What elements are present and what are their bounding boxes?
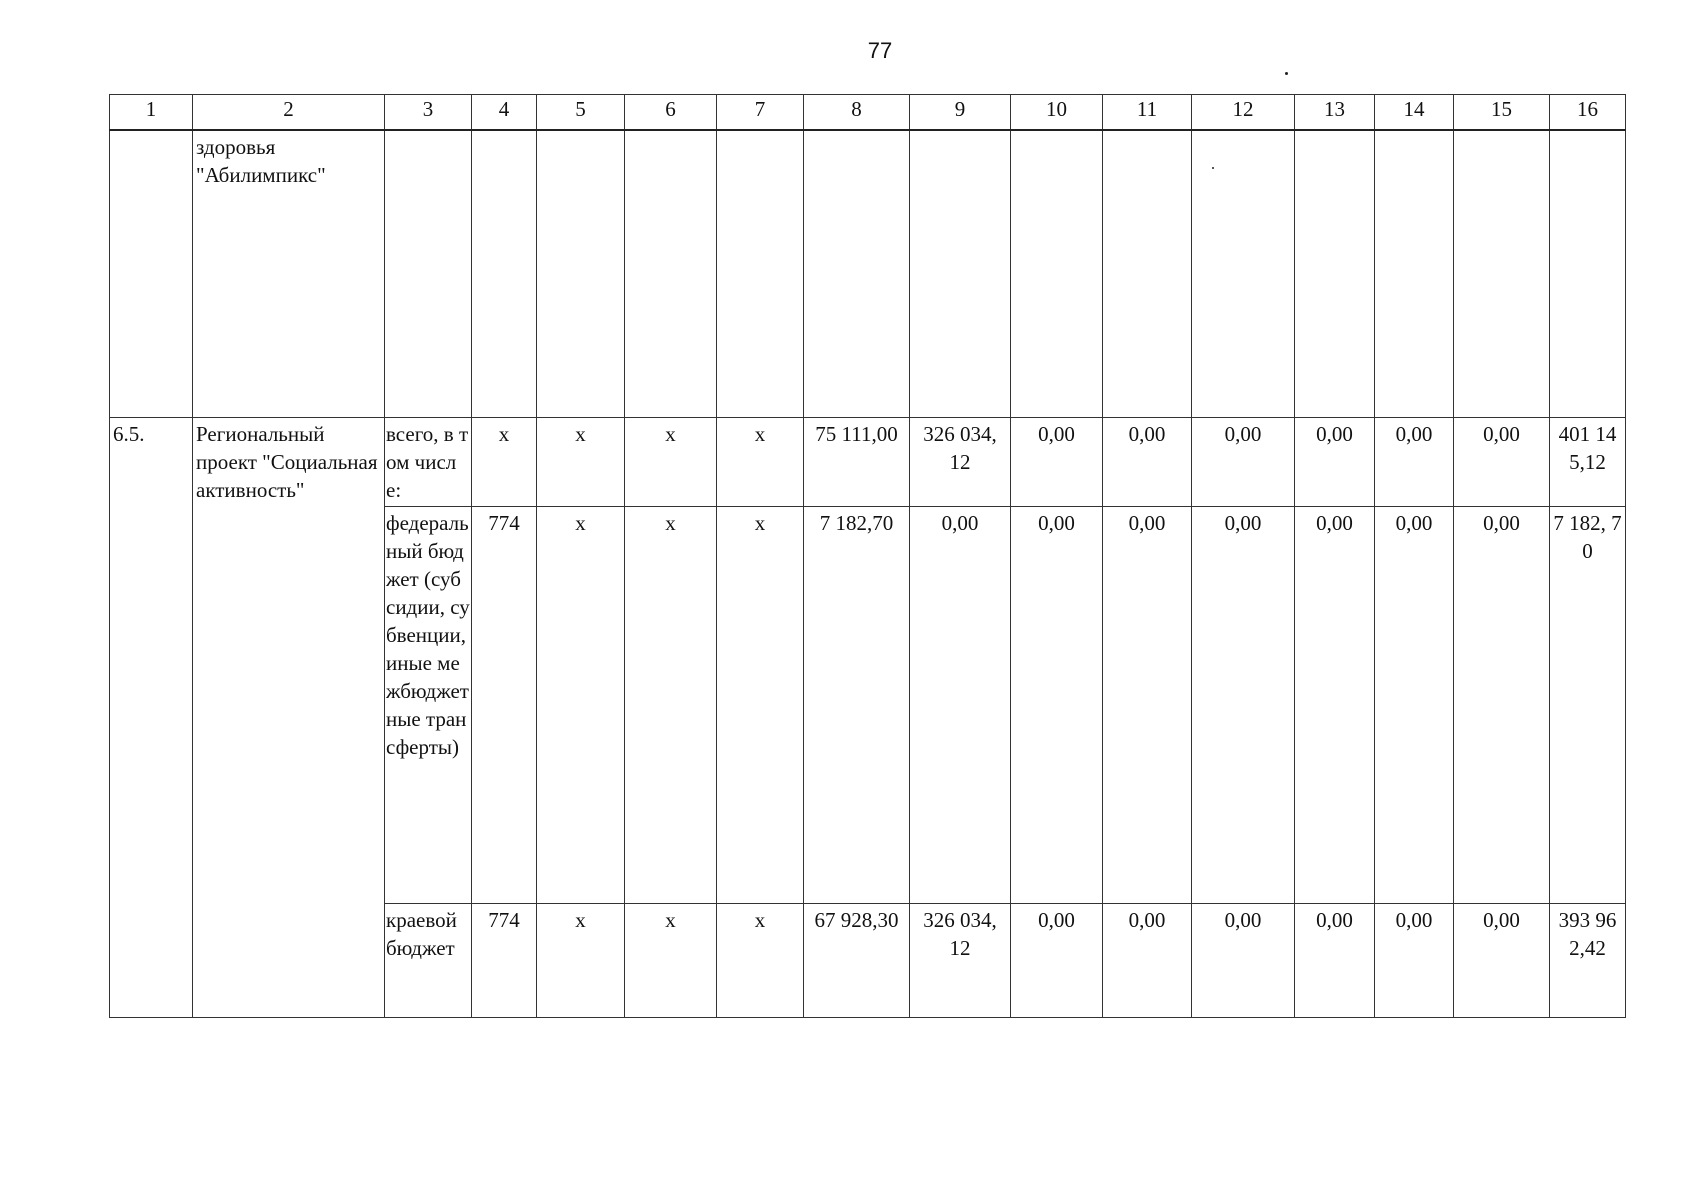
table-cell bbox=[1295, 130, 1375, 417]
table-cell: 0,00 bbox=[1454, 417, 1550, 506]
table-cell: х bbox=[472, 417, 537, 506]
table-cell: 0,00 bbox=[1011, 417, 1103, 506]
table-cell bbox=[537, 130, 625, 417]
table-cell: 0,00 bbox=[1454, 506, 1550, 903]
table-cell: 0,00 bbox=[910, 506, 1011, 903]
table-cell bbox=[717, 130, 804, 417]
table-cell bbox=[1011, 130, 1103, 417]
table-cell: 0,00 bbox=[1295, 417, 1375, 506]
table-cell: х bbox=[625, 417, 717, 506]
table-cell: 0,00 bbox=[1011, 903, 1103, 1017]
table-cell: 0,00 bbox=[1192, 903, 1295, 1017]
header-cell: 15 bbox=[1454, 95, 1550, 131]
table-cell: 774 bbox=[472, 903, 537, 1017]
table-cell bbox=[1454, 130, 1550, 417]
table-cell: х bbox=[537, 506, 625, 903]
header-row bbox=[110, 95, 1626, 131]
item-number: 6.5. bbox=[110, 417, 193, 1017]
table-cell bbox=[385, 130, 472, 417]
table-cell bbox=[472, 130, 537, 417]
header-cell: 14 bbox=[1375, 95, 1454, 131]
table-cell bbox=[1550, 130, 1626, 417]
header-cell: 12 bbox=[1192, 95, 1295, 131]
funding-source: краевой бюджет bbox=[385, 903, 472, 1017]
table-row-total bbox=[110, 417, 1626, 506]
table-cell: х bbox=[717, 417, 804, 506]
table-cell bbox=[1375, 130, 1454, 417]
header-cell: 3 bbox=[385, 95, 472, 131]
table-cell: 67 928,30 bbox=[804, 903, 910, 1017]
header-cell: 2 bbox=[193, 95, 385, 131]
table-cell: 75 111,00 bbox=[804, 417, 910, 506]
project-name: Региональный проект "Социальная активность" bbox=[193, 417, 385, 1017]
table-cell: 0,00 bbox=[1103, 903, 1192, 1017]
header-cell: 8 bbox=[804, 95, 910, 131]
table-cell: х bbox=[717, 903, 804, 1017]
table-cell: 0,00 bbox=[1295, 903, 1375, 1017]
table-cell: 0,00 bbox=[1295, 506, 1375, 903]
funding-source: всего, в том числе: bbox=[385, 417, 472, 506]
table-cell: 0,00 bbox=[1192, 417, 1295, 506]
header-cell: 13 bbox=[1295, 95, 1375, 131]
table-cell: 0,00 bbox=[1375, 903, 1454, 1017]
table-cell: 401 14 5,12 bbox=[1550, 417, 1626, 506]
table-cell: 0,00 bbox=[1192, 506, 1295, 903]
header-cell: 6 bbox=[625, 95, 717, 131]
page-number: 77 bbox=[867, 38, 893, 63]
table-cell: х bbox=[625, 506, 717, 903]
table-cell: 0,00 bbox=[1103, 417, 1192, 506]
table-cell: 0,00 bbox=[1454, 903, 1550, 1017]
table-cell: 774 bbox=[472, 506, 537, 903]
table-cell: 0,00 bbox=[1103, 506, 1192, 903]
header-cell: 7 bbox=[717, 95, 804, 131]
funding-source: федеральный бюджет (субсидии, субвенции, иные межбюджетные трансферты) bbox=[385, 506, 472, 903]
table-cell bbox=[1103, 130, 1192, 417]
table-cell bbox=[910, 130, 1011, 417]
table-cell bbox=[110, 130, 193, 417]
table-cell: х bbox=[537, 417, 625, 506]
table-cell: 326 034, 12 bbox=[910, 417, 1011, 506]
header-cell: 4 bbox=[472, 95, 537, 131]
budget-table bbox=[109, 94, 1626, 1018]
header-cell: 5 bbox=[537, 95, 625, 131]
table-cell: 7 182,70 bbox=[804, 506, 910, 903]
table-cell: 0,00 bbox=[1011, 506, 1103, 903]
table-cell: 7 182, 70 bbox=[1550, 506, 1626, 903]
table-cell: х bbox=[717, 506, 804, 903]
header-cell: 16 bbox=[1550, 95, 1626, 131]
table-row-continued bbox=[110, 130, 1626, 417]
header-cell: 9 bbox=[910, 95, 1011, 131]
table-cell bbox=[625, 130, 717, 417]
scan-speck bbox=[1285, 72, 1288, 75]
table-cell: х bbox=[537, 903, 625, 1017]
table-cell bbox=[1192, 130, 1295, 417]
header-cell: 11 bbox=[1103, 95, 1192, 131]
table-cell bbox=[804, 130, 910, 417]
header-cell: 10 bbox=[1011, 95, 1103, 131]
table-cell: 393 96 2,42 bbox=[1550, 903, 1626, 1017]
table-cell: х bbox=[625, 903, 717, 1017]
header-cell: 1 bbox=[110, 95, 193, 131]
event-name-continued: здоровья "Абилимпикс" bbox=[193, 130, 385, 417]
table-cell: 326 034, 12 bbox=[910, 903, 1011, 1017]
table-cell: 0,00 bbox=[1375, 417, 1454, 506]
table-cell: 0,00 bbox=[1375, 506, 1454, 903]
